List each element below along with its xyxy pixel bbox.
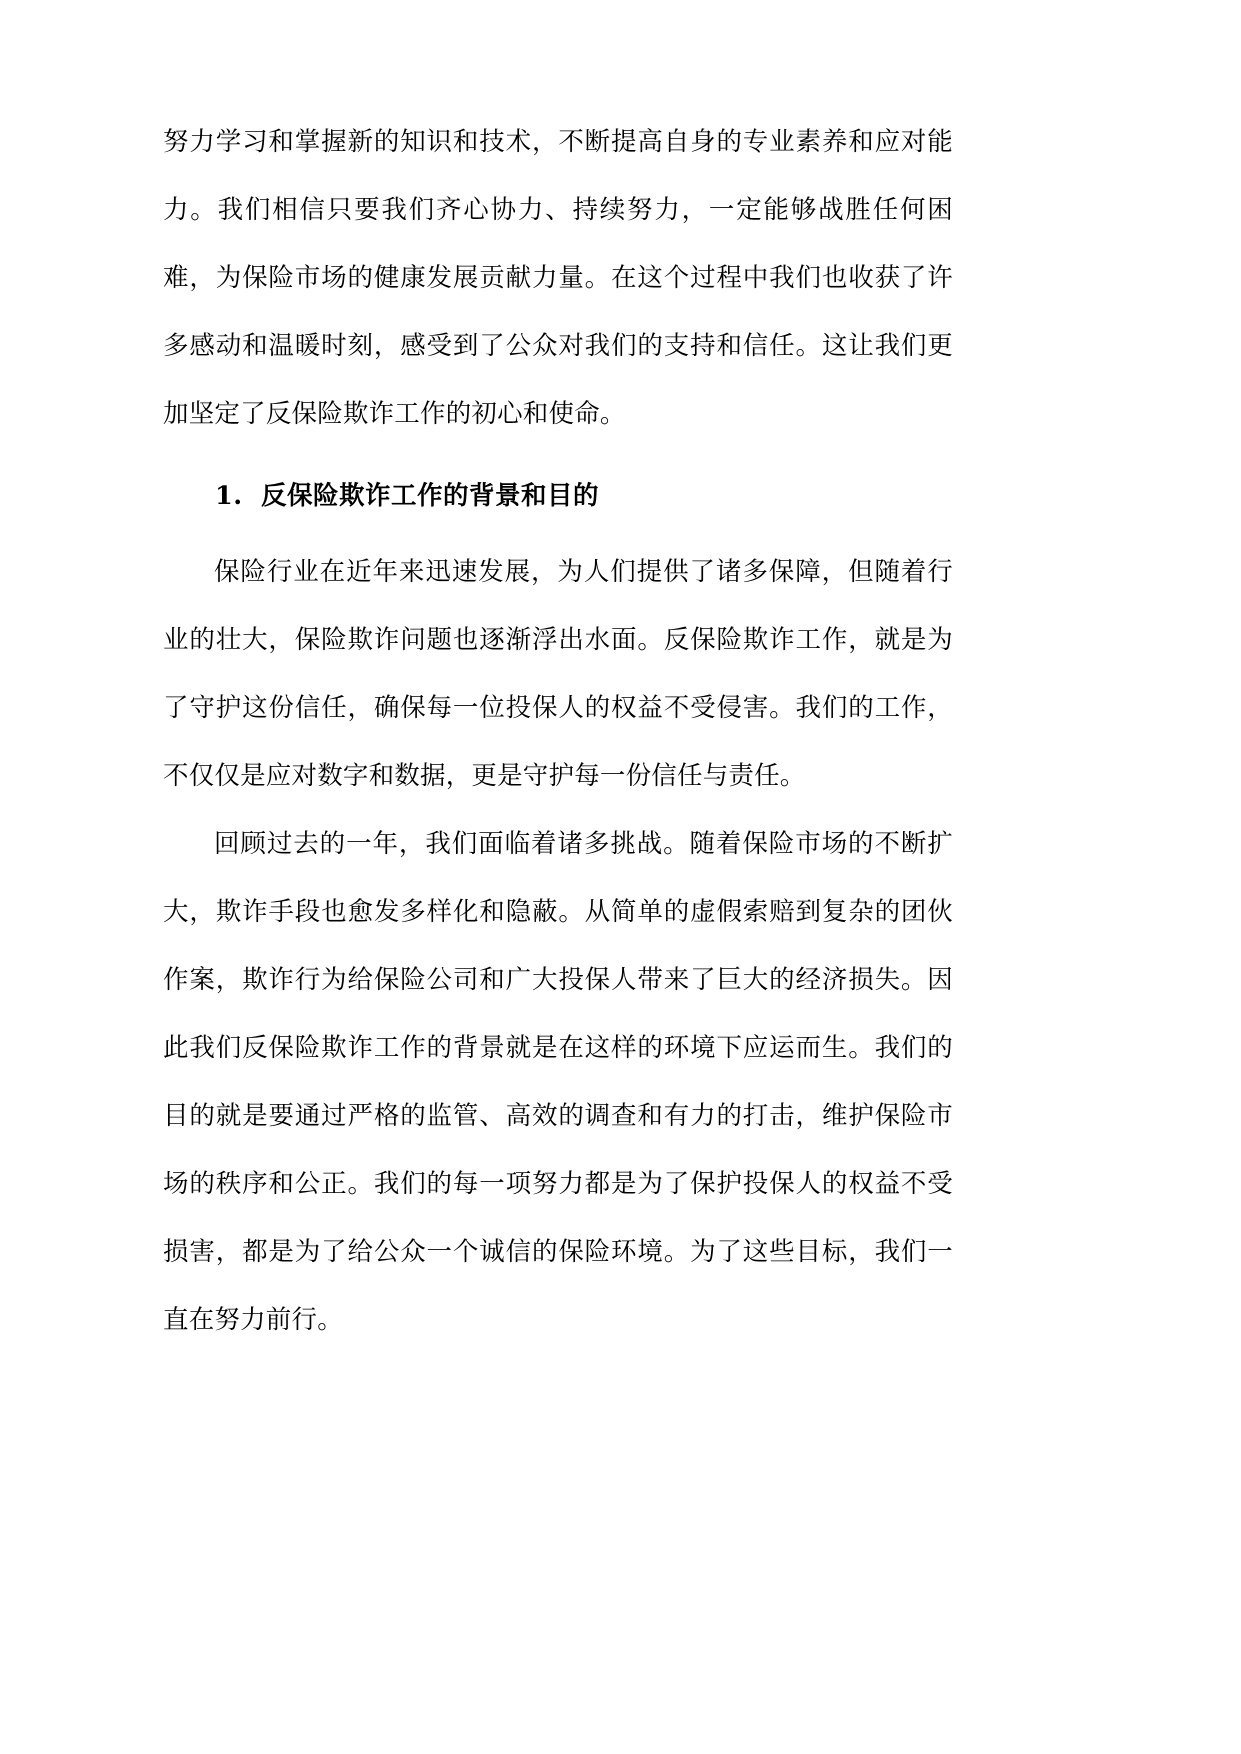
section-heading-text: 反保险欺诈工作的背景和目的 — [261, 481, 600, 511]
document-body — [163, 108, 953, 1354]
paragraph-intro-continued: 努力学习和掌握新的知识和技术，不断提高自身的专业素养和应对能力。我们相信只要我们齐心协力、持续努力，一定能够战胜任何困难，为保险市场的健康发展贡献力量。在这个过程中我们也收获了许多感动和温暖时刻，感受到了公众对我们的支持和信任。这让我们更加坚定了反保险欺诈工作的初心和使命。 — [163, 127, 953, 429]
section-heading-number: 1. — [215, 481, 243, 511]
paragraph-background-2: 回顾过去的一年，我们面临着诸多挑战。随着保险市场的不断扩大，欺诈手段也愈发多样化和隐蔽。从简单的虚假索赔到复杂的团伙作案，欺诈行为给保险公司和广大投保人带来了巨大的经济损失。因此我们反保险欺诈工作的背景就是在这样的环境下应运而生。我们的目的就是要通过严格的监管、高效的调查和有力的打击，维护保险市场的秩序和公正。我们的每一项努力都是为了保护投保人的权益不受损害，都是为了给公众一个诚信的保险环境。为了这些目标，我们一直在努力前行。 — [163, 829, 953, 1335]
paragraph-spacer — [163, 448, 953, 462]
heading-spacer — [163, 530, 953, 538]
section-heading — [163, 462, 953, 530]
paragraph-background-1: 保险行业在近年来迅速发展，为人们提供了诸多保障，但随着行业的壮大，保险欺诈问题也逐渐浮出水面。反保险欺诈工作，就是为了守护这份信任，确保每一位投保人的权益不受侵害。我们的工作，不仅仅是应对数字和数据，更是守护每一份信任与责任。 — [163, 557, 953, 791]
